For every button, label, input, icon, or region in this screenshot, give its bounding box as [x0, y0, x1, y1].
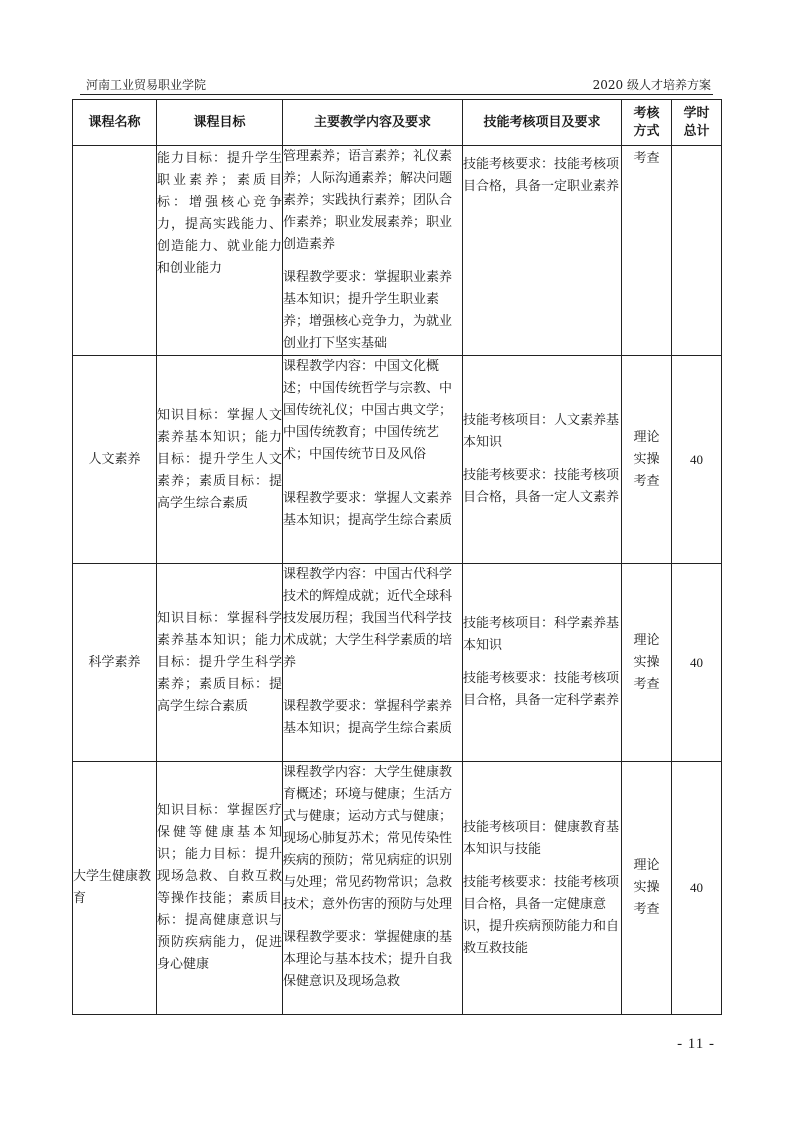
skill-item-text: 技能考核项目：人文素养基本知识 [463, 413, 620, 450]
total-hours-cell: 40 [672, 762, 722, 1015]
course-name-cell [73, 146, 157, 356]
page-number: - 11 - [677, 1036, 715, 1052]
total-hours-cell [672, 146, 722, 356]
teaching-content-text: 课程教学内容：中国文化概述；中国传统哲学与宗教、中国传统礼仪；中国古典文学；中国传统教育；中国传统艺术；中国传统节日及风俗 [283, 359, 453, 462]
teaching-content-cell [283, 762, 463, 1015]
skill-assessment-cell [463, 146, 622, 356]
skill-assessment-cell [463, 564, 622, 762]
table-row [73, 356, 722, 564]
teaching-content-text: 课程教学内容：大学生健康教育概述；环境与健康；生活方式与健康；运动方式与健康；现场心肺复苏术；常见传染性疾病的预防；常见病症的识别与处理；常见药物常识；急救技术；意外伤害的预防与处理 [283, 765, 453, 912]
header-course-name: 课程名称 [73, 100, 157, 146]
course-name-cell: 大学生健康教育 [73, 762, 157, 1015]
document-title: 2020 级人才培养方案 [592, 78, 711, 92]
teaching-requirement-text: 课程教学要求：掌握健康的基本理论与基本技术；提升自我保健意识及现场急救 [283, 930, 453, 989]
skill-requirement-text: 技能考核要求：技能考核项目合格，具备一定人文素养 [463, 468, 620, 505]
teaching-content-text: 管理素养；语言素养；礼仪素养；人际沟通素养；解决问题素养；实践执行素养；团队合作素养；职业发展素养；职业创造素养 [283, 149, 453, 252]
skill-requirement-text: 技能考核要求：技能考核项目合格，具备一定职业素养 [463, 157, 620, 194]
total-hours-cell: 40 [672, 356, 722, 564]
assessment-method-cell: 考查 [622, 146, 672, 356]
course-table [72, 99, 722, 1015]
skill-requirement-text: 技能考核要求：技能考核项目合格，具备一定健康意识，提升疾病预防能力和自救互救技能 [463, 874, 620, 956]
skill-assessment-cell [463, 356, 622, 564]
course-goal-cell: 知识目标：掌握医疗保健等健康基本知识；能力目标：提升现场急救、自救互救等操作技能；素质目标：提高健康意识与预防疾病能力，促进身心健康 [157, 762, 283, 1015]
header-rule [80, 94, 713, 95]
teaching-content-text: 课程教学内容：中国古代科学技术的辉煌成就；近代全球科技发展历程；我国当代科学技术成就；大学生科学素质的培养 [283, 567, 453, 670]
table-row [73, 146, 722, 356]
assessment-method-cell: 理论 实操 考查 [622, 564, 672, 762]
course-goal-cell: 知识目标：掌握人文素养基本知识；能力目标：提升学生人文素养；素质目标：提高学生综合素质 [157, 356, 283, 564]
assessment-method-cell: 理论 实操 考查 [622, 762, 672, 1015]
header-total-hours: 学时 总计 [672, 100, 722, 146]
teaching-requirement-text: 课程教学要求：掌握科学素养基本知识；提高学生综合素质 [283, 699, 453, 736]
header-assessment-method: 考核 方式 [622, 100, 672, 146]
course-goal-cell: 知识目标：掌握科学素养基本知识；能力目标：提升学生科学素养；素质目标：提高学生综合素质 [157, 564, 283, 762]
teaching-content-cell [283, 356, 463, 564]
course-name-cell: 人文素养 [73, 356, 157, 564]
table-header-row [73, 100, 722, 146]
header-skill-assessment: 技能考核项目及要求 [463, 100, 622, 146]
total-hours-cell: 40 [672, 564, 722, 762]
teaching-content-cell [283, 564, 463, 762]
header-course-goal: 课程目标 [157, 100, 283, 146]
skill-assessment-cell [463, 762, 622, 1015]
assessment-method-cell: 理论 实操 考查 [622, 356, 672, 564]
teaching-requirement-text: 课程教学要求：掌握职业素养基本知识；提升学生职业素养；增强核心竞争力，为就业创业打下坚实基础 [283, 270, 453, 351]
header-teaching-content: 主要教学内容及要求 [283, 100, 463, 146]
course-name-cell: 科学素养 [73, 564, 157, 762]
skill-item-text: 技能考核项目：健康教育基本知识与技能 [463, 819, 620, 857]
school-name: 河南工业贸易职业学院 [86, 78, 207, 92]
skill-item-text: 技能考核项目：科学素养基本知识 [463, 616, 620, 653]
teaching-requirement-text: 课程教学要求：掌握人文素养基本知识；提高学生综合素质 [283, 491, 453, 528]
skill-requirement-text: 技能考核要求：技能考核项目合格，具备一定科学素养 [463, 671, 620, 708]
page-header [80, 76, 713, 94]
course-goal-cell: 能力目标：提升学生职业素养；素质目标：增强核心竞争力，提高实践能力、创造能力、就业能力和创业能力 [157, 146, 283, 356]
table-row [73, 564, 722, 762]
table-row [73, 762, 722, 1015]
teaching-content-cell [283, 146, 463, 356]
